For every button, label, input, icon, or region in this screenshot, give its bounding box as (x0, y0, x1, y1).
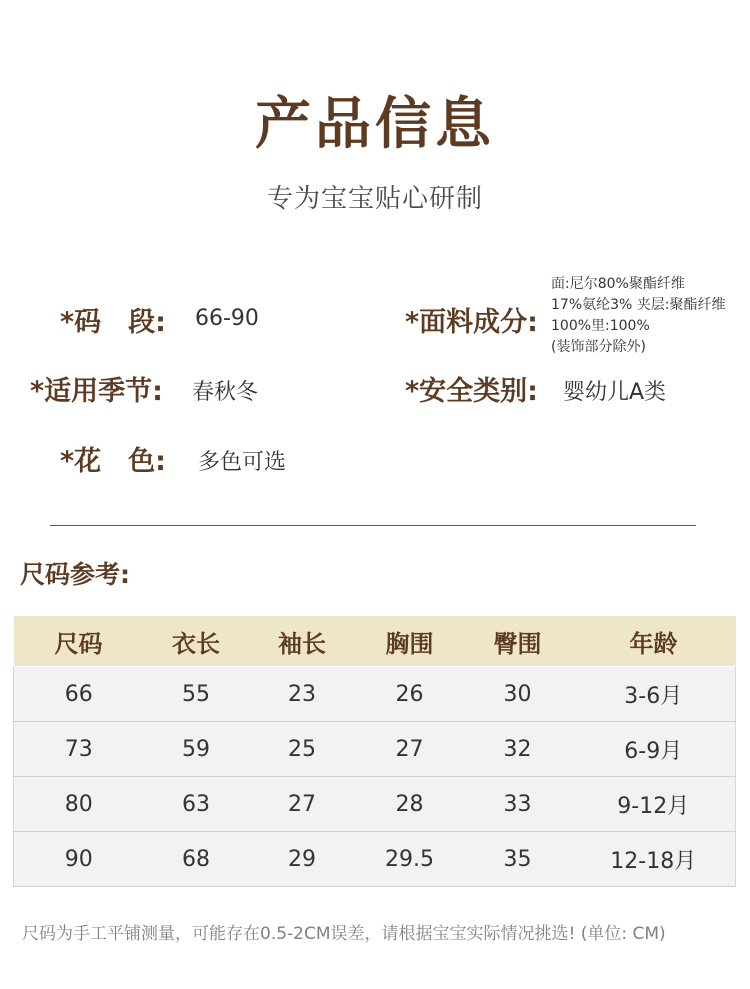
column-header: 袖长 (249, 616, 356, 667)
table-row (14, 777, 736, 832)
measurement-note: 尺码为手工平铺测量，可能存在0.5-2CM误差，请根据宝宝实际情况挑选! (单位: CM) (22, 924, 666, 944)
safety-value: 婴幼儿A类 (563, 380, 667, 405)
column-header: 尺码 (14, 616, 144, 667)
table-cell: 12-18月 (572, 832, 736, 887)
safety-label: *安全类别: (405, 376, 538, 407)
color-value: 多色可选 (198, 450, 287, 475)
page-subtitle: 专为宝宝贴心研制 (266, 184, 483, 214)
table-cell: 29.5 (356, 832, 464, 887)
fabric-label: *面料成分: (405, 307, 538, 338)
table-row (14, 832, 736, 887)
size-range-value: 66-90 (195, 306, 259, 331)
table-cell: 90 (14, 832, 144, 887)
table-cell: 30 (464, 667, 572, 722)
size-chart-heading: 尺码参考: (20, 560, 130, 589)
table-cell: 29 (249, 832, 356, 887)
table-cell: 68 (144, 832, 249, 887)
table-cell: 6-9月 (572, 722, 736, 777)
page-title: 产品信息 (255, 91, 495, 157)
season-value: 春秋冬 (192, 380, 259, 405)
fabric-line: 100%里:100% (551, 318, 650, 334)
table-cell: 80 (14, 777, 144, 832)
table-cell: 59 (144, 722, 249, 777)
fabric-line: (装饰部分除外) (551, 339, 646, 355)
fabric-line: 17%氨纶3% 夹层:聚酯纤维 (551, 297, 726, 313)
section-divider (50, 525, 696, 526)
table-cell: 27 (249, 777, 356, 832)
fabric-composition (551, 274, 750, 358)
table-cell: 28 (356, 777, 464, 832)
table-row (14, 667, 736, 722)
table-cell: 26 (356, 667, 464, 722)
table-cell: 55 (144, 667, 249, 722)
table-cell: 9-12月 (572, 777, 736, 832)
table-header-row (14, 616, 736, 667)
season-label: *适用季节: (30, 376, 163, 407)
size-chart-table (13, 616, 736, 887)
table-cell: 32 (464, 722, 572, 777)
color-label: *花 色: (60, 446, 166, 477)
size-range-label: *码 段: (60, 307, 166, 338)
table-cell: 27 (356, 722, 464, 777)
table-cell: 33 (464, 777, 572, 832)
table-cell: 35 (464, 832, 572, 887)
table-cell: 23 (249, 667, 356, 722)
column-header: 衣长 (144, 616, 249, 667)
table-cell: 63 (144, 777, 249, 832)
table-cell: 66 (14, 667, 144, 722)
table-cell: 25 (249, 722, 356, 777)
table-cell: 3-6月 (572, 667, 736, 722)
column-header: 臀围 (464, 616, 572, 667)
column-header: 年龄 (572, 616, 736, 667)
fabric-line: 面:尼尔80%聚酯纤维 (551, 276, 685, 292)
table-row (14, 722, 736, 777)
column-header: 胸围 (356, 616, 464, 667)
table-cell: 73 (14, 722, 144, 777)
